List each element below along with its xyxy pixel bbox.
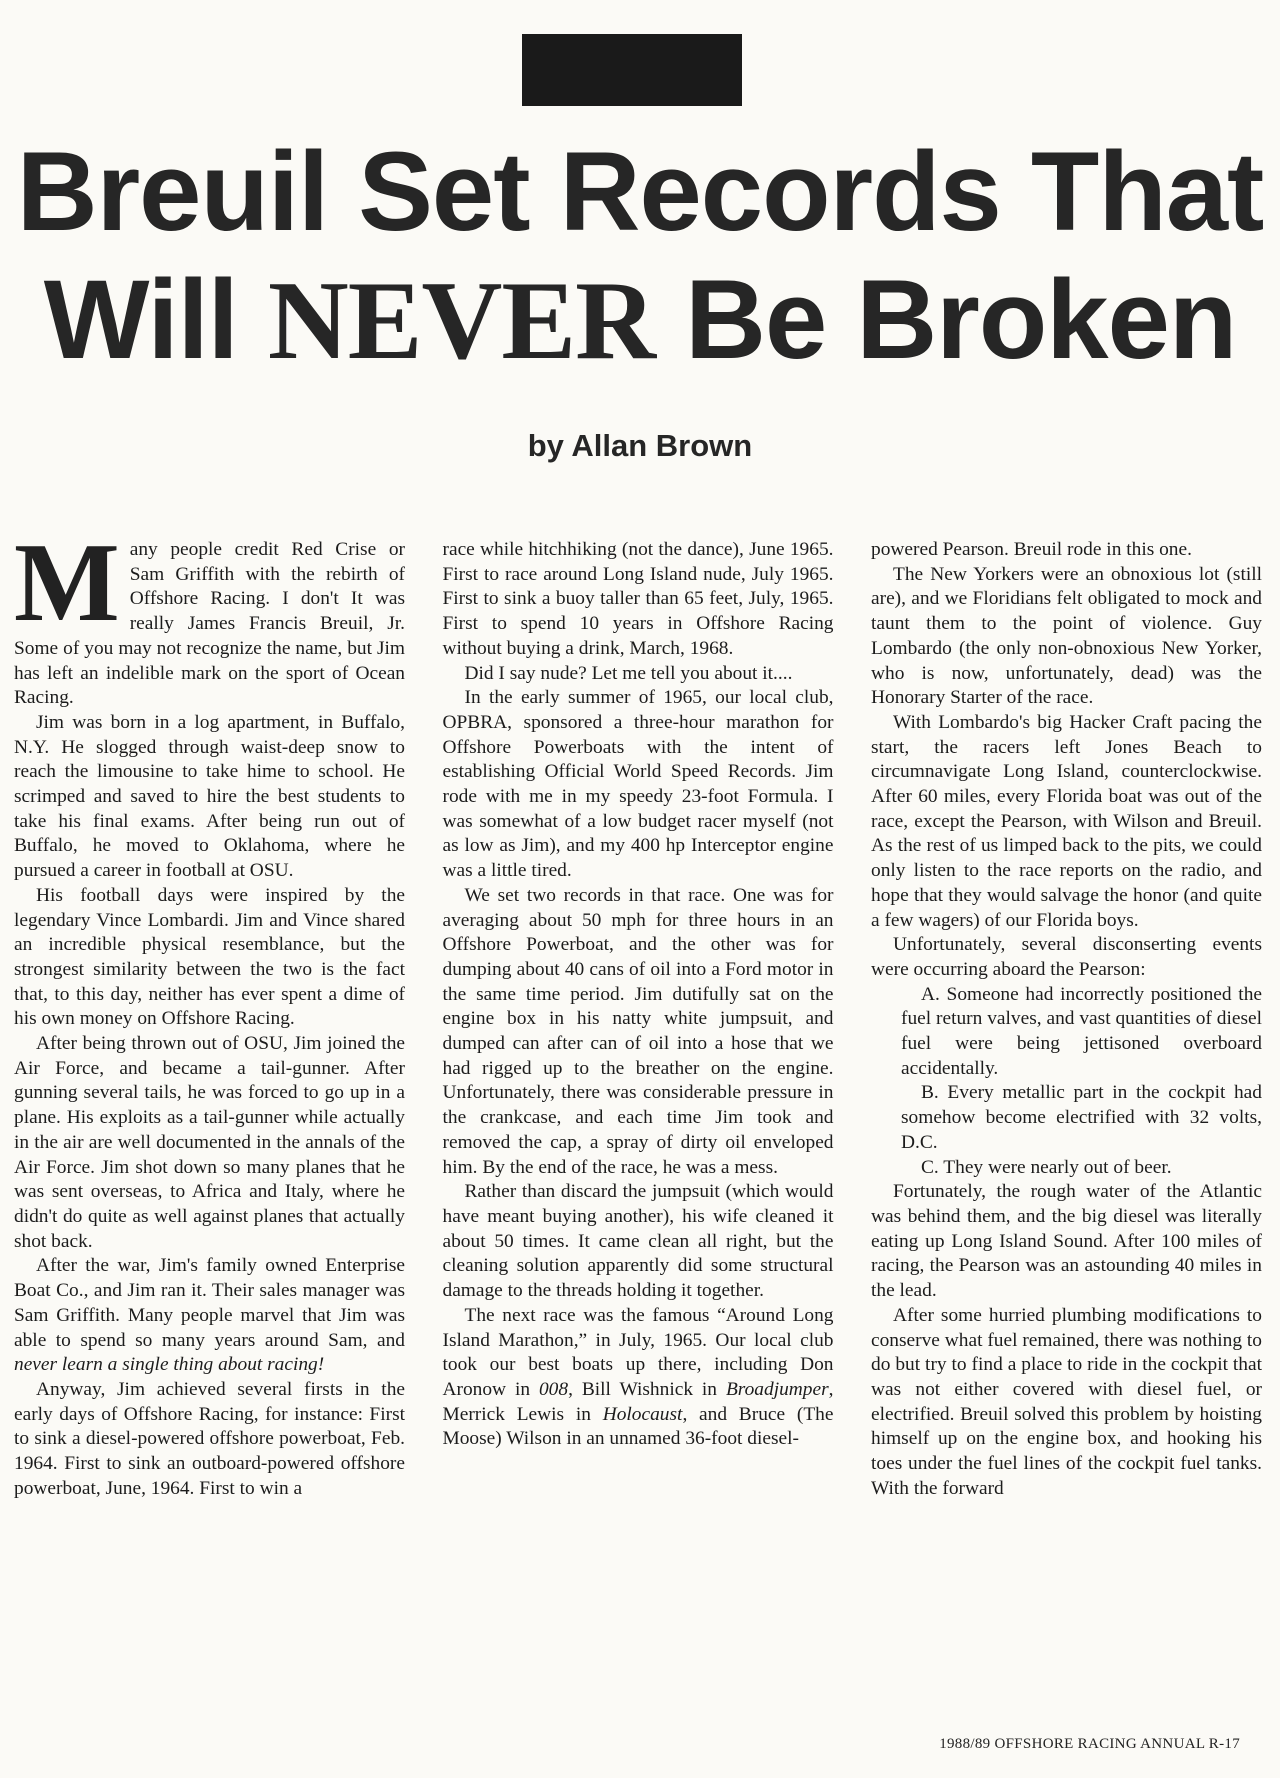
headline-word-never: NEVER [267,259,655,383]
emphasis: never learn a single thing about racing! [14,1354,325,1376]
paragraph: Many people credit Red Crise or Sam Griffith with the rebirth of Offshore Racing. I don't It was really James Francis Breuil, Jr. Some of you may not recognize the name, but Jim has left an indelible mark on the sport of Ocean Racing. [14,521,405,709]
paragraph: The next race was the famous “Around Long Island Marathon,” in July, 1965. Our local club took our best boats up there, including Don Aronow in 008, Bill Wishnick in Broadjumper, Merrick Lewis in Holocaust, and Bruce (The Moose) Wilson in an unnamed 36-foot diesel- [442,1304,834,1450]
headline-word-will: Will [43,257,238,382]
headline-line-1: Breuil Set Records That [16,129,1264,254]
article-column-1 [14,521,405,1501]
paragraph: Jim was born in a log apartment, in Buffalo, N.Y. He slogged through waist-deep snow to reach the limousine to take hime to school. He scrimped and saved to hire the best students to take his final exams. After being run out of Buffalo, he moved to Oklahoma, where he pursued a career in football at OSU. [14,711,405,882]
paragraph: Unfortunately, several disconserting events were occurring aboard the Pearson: [871,934,1262,980]
article-column-3 [871,538,1262,1501]
paragraph: We set two records in that race. One was for averaging about 50 mph for three hours in an Offshore Powerboat, and the other was for dumping about 40 cans of oil into a Ford motor in the same time period. Jim dutifully sat on the engine box in his natty white jumpsuit, and dumped can after can of oil into a hose that we had rigged up to the breather on the engine. Unfortunately, there was considerable pressure in the crankcase, and each time Jim took and removed the cap, a spray of dirty oil enveloped him. By the end of the race, he was a mess. [442,884,834,1178]
list-item: C. They were nearly out of beer. [921,1156,1172,1178]
header-black-bar [522,34,742,106]
article-body [14,521,1262,1501]
list-item: A. Someone had incorrectly positioned the fuel return valves, and vast quantities of diesel fuel were being jettisoned overboard accidentally. [901,983,1262,1079]
paragraph: Anyway, Jim achieved several firsts in the early days of Offshore Racing, for instance: First to sink a diesel-powered offshore powerboat, Feb. 1964. First to sink an outboard-powered offshore powerboat, June, 1964. First to win a [14,1378,405,1499]
paragraph: powered Pearson. Breuil rode in this one. [871,539,1192,560]
paragraph: With Lombardo's big Hacker Craft pacing the start, the racers left Jones Beach to circumnavigate Long Island, counterclockwise. After 60 miles, every Florida boat was out of the race, except the Pearson, with Wilson and Breuil. As the rest of us limped back to the pits, we could only listen to the race reports on the radio, and hope that they would salvage the honor (and quite a few wagers) of our Florida boys. [871,711,1262,931]
byline: by Allan Brown [527,428,753,463]
paragraph: After being thrown out of OSU, Jim joined the Air Force, and became a tail-gunner. After gunning several tails, he was forced to go up in a plane. His exploits as a tail-gunner while actually in the air are well documented in the annals of the Air Force. Jim shot down so many planes that he was sent overseas, to Africa and Italy, where he didn't do quite as well against planes that actually shot back. [14,1033,405,1252]
boat-name: Broadjumper [725,1378,829,1400]
paragraph: In the early summer of 1965, our local club, OPBRA, sponsored a three-hour marathon for Offshore Powerboats with the intent of establishing Official World Speed Records. Jim rode with me in my speedy 23-foot Formula. I was somewhat of a low budget racer myself (not as low as Jim), and my 400 hp Interceptor engine was a little tired. [442,687,834,882]
headline-line-2 [0,256,1280,385]
paragraph: Did I say nude? Let me tell you about it.... [464,662,793,684]
headline [0,128,1280,385]
paragraph: Rather than discard the jumpsuit (which would have meant buying another), his wife cleaned it about 50 times. It came clean all right, but the cleaning solution apparently did some structural damage to the threads holding it together. [442,1181,834,1302]
paragraph: race while hitchhiking (not the dance), June 1965. First to race around Long Island nude, July 1965. First to sink a buoy taller than 65 feet, July, 1965. First to spend 10 years in Offshore Racing without buying a drink, March, 1968. [442,539,834,659]
boat-name: Holocaust [602,1403,683,1425]
paragraph: Fortunately, the rough water of the Atlantic was behind them, and the big diesel was literally eating up Long Island Sound. After 100 miles of racing, the Pearson was an astounding 40 miles in the lead. [871,1181,1262,1302]
boat-name: 008 [538,1378,569,1400]
paragraph: After some hurried plumbing modifications to conserve what fuel remained, there was nothing to do but try to find a place to ride in the cockpit that was not either covered with diesel fuel, or electrified. Breuil solved this problem by hoisting himself up on the engine box, and hooking his toes under the fuel lines of the cockpit fuel tanks. With the forward [871,1304,1262,1499]
drop-cap: M [14,521,120,645]
paragraph: The New Yorkers were an obnoxious lot (still are), and we Floridians felt obligated to mock and taunt them to the point of violence. Guy Lombardo (the only non-obnoxious New Yorker, who is now, unfortunately, dead) was the Honorary Starter of the race. [871,563,1262,709]
article-column-2 [443,538,834,1501]
paragraph: His football days were inspired by the legendary Vince Lombardi. Jim and Vince shared an incredible physical resemblance, but the strongest similarity between the two is the fact that, to this day, neither has ever spent a dime of his own money on Offshore Racing. [14,884,405,1030]
headline-word-be-broken: Be Broken [685,257,1237,382]
page-footer: 1988/89 OFFSHORE RACING ANNUAL R-17 [939,1736,1240,1752]
list-item: B. Every metallic part in the cockpit had somehow become electrified with 32 volts, D.C. [901,1082,1262,1153]
paragraph: After the war, Jim's family owned Enterprise Boat Co., and Jim ran it. Their sales manager was Sam Griffith. Many people marvel that Jim was able to spend so many years around Sam, and never learn a single thing about racing! [14,1255,405,1376]
